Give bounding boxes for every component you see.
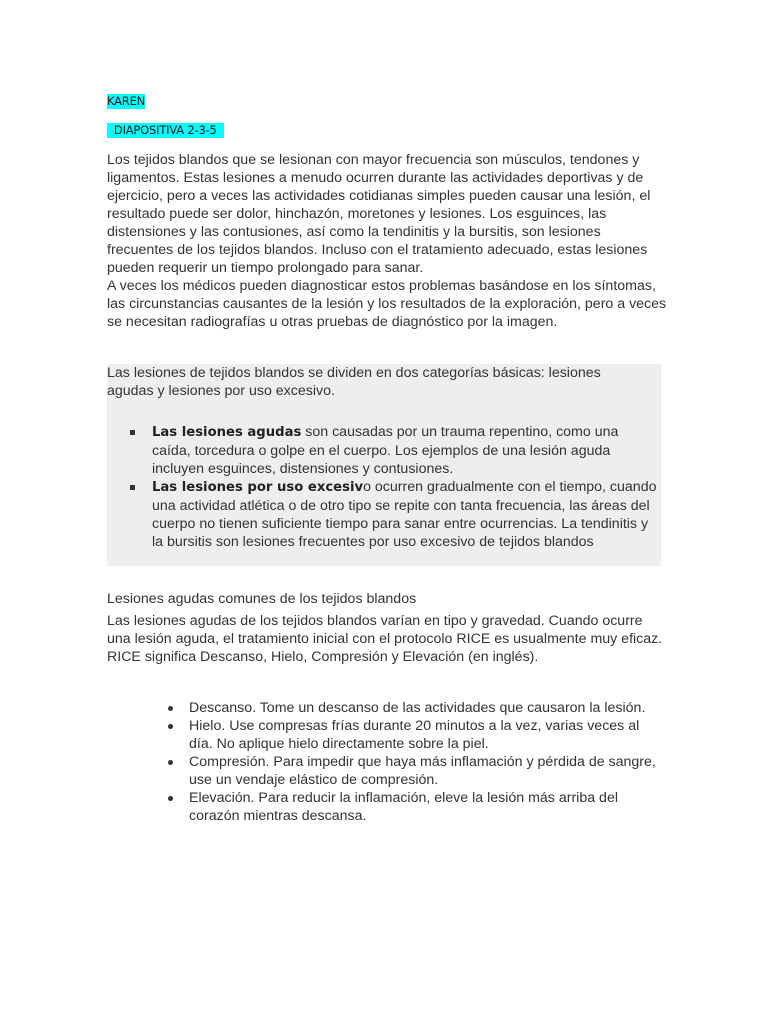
dot-bullet-icon bbox=[168, 724, 173, 729]
dot-bullet-icon bbox=[168, 760, 173, 765]
category-item-overuse bbox=[130, 478, 658, 551]
rice-item-rest bbox=[166, 699, 656, 717]
square-bullet-icon bbox=[130, 430, 135, 435]
rice-item-text: Hielo. Use compresas frías durante 20 minutos a la vez, varias veces al día. No aplique hielo directamente sobre la piel. bbox=[189, 718, 640, 752]
rice-item-elevation bbox=[166, 789, 656, 825]
rice-list bbox=[166, 699, 656, 825]
author-label: KAREN bbox=[107, 94, 146, 108]
square-bullet-icon bbox=[130, 485, 135, 490]
category-description: son causadas por un trauma repentino, como una caída, torcedura o golpe en el cuerpo. Los ejemplos de una lesión aguda incluyen esguinces, distensiones y contusiones. bbox=[152, 424, 619, 477]
intro-paragraph: Los tejidos blandos que se lesionan con mayor frecuencia son músculos, tendones y ligamentos. Estas lesiones a menudo ocurren durante las actividades deportivas y de ejercicio, pero a veces las actividades cotidianas simples pueden causar una lesión, el resultado puede ser dolor, hinchazón, moretones y lesiones. Los esguinces, las distensiones y las contusiones, así como la tendinitis y la bursitis, son lesiones frecuentes de los tejidos blandos. Incluso con el tratamiento adecuado, estas lesiones pueden requerir un tiempo prolongado para sanar. bbox=[107, 152, 651, 276]
slide-label-text: DIAPOSITIVA 2-3-5 bbox=[113, 123, 217, 137]
rice-item-compression bbox=[166, 753, 656, 789]
rice-item-ice bbox=[166, 717, 656, 753]
slide-label bbox=[107, 123, 224, 138]
category-description: o ocurren gradualmente con el tiempo, cuando una actividad atlética o de otro tipo se repite con tanta frecuencia, las áreas del cuerpo no tienen suficiente tiempo para sanar entre ocurrencias. La tendinitis y la bursitis son lesiones frecuentes por uso excesivo de tejidos blandos bbox=[152, 479, 657, 550]
intro-section bbox=[107, 151, 667, 331]
slide-label-spacer bbox=[107, 123, 114, 137]
dot-bullet-icon bbox=[168, 796, 173, 801]
rice-item-text: Elevación. Para reducir la inflamación, eleve la lesión más arriba del corazón mientras descansa. bbox=[189, 790, 618, 824]
categories-list bbox=[130, 423, 658, 551]
rice-item-text: Compresión. Para impedir que haya más inflamación y pérdida de sangre, use un vendaje elástico de compresión. bbox=[189, 754, 656, 788]
acute-heading: Lesiones agudas comunes de los tejidos blandos bbox=[107, 591, 417, 607]
intro-paragraph-diagnosis: A veces los médicos pueden diagnosticar estos problemas basándose en los síntomas, las circunstancias causantes de la lesión y los resultados de la exploración, pero a veces se necesitan radiografías u otras pruebas de diagnóstico por la imagen. bbox=[107, 278, 667, 330]
rice-item-text: Descanso. Tome un descanso de las actividades que causaron la lesión. bbox=[189, 700, 646, 716]
category-term: Las lesiones por uso excesiv bbox=[152, 480, 364, 495]
acute-paragraph: Las lesiones agudas de los tejidos blandos varían en tipo y gravedad. Cuando ocurre una lesión aguda, el tratamiento inicial con el protocolo RICE es usualmente muy eficaz. RICE significa Descanso, Hielo, Compresión y Elevación (en inglés). bbox=[107, 613, 663, 665]
categories-paragraph: Las lesiones de tejidos blandos se dividen en dos categorías básicas: lesiones agudas y lesiones por uso excesivo. bbox=[107, 365, 601, 399]
slide-label-spacer-end bbox=[217, 123, 224, 137]
category-item-acute bbox=[130, 423, 658, 478]
category-term: Las lesiones agudas bbox=[152, 425, 302, 440]
dot-bullet-icon bbox=[168, 706, 173, 711]
